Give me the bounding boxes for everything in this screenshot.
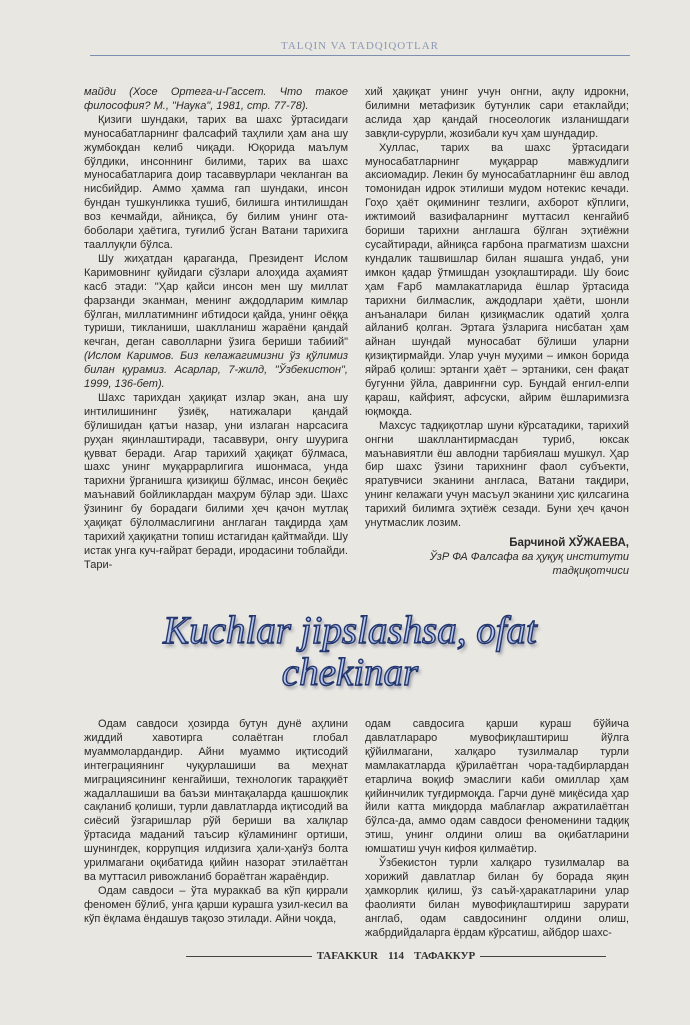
page-footer xyxy=(186,950,606,962)
paragraph xyxy=(365,86,629,142)
running-header xyxy=(90,40,630,56)
article1-column-1 xyxy=(84,86,348,573)
paragraph xyxy=(365,420,629,531)
paragraph xyxy=(84,114,348,253)
article2-headline xyxy=(90,610,610,694)
footer-magazine-latin: TAFAKKUR xyxy=(316,950,379,962)
footer-rule-left xyxy=(186,956,312,957)
paragraph xyxy=(365,142,629,420)
paragraph-text: Одам савдоси ҳозирда бутун дунё аҳлини жиддий хавотирга солаётган глобал муаммолардандир. Айни муаммо иқтисодий интеграциянинг чуқурлашиши ва меҳнат миграциясининг кенгайиши, технологик тараққиёт жадаллашиши ва баъзи минтақаларда қашшоқлик сақланиб қолиши, турли давлатларда иқтисодий ва сиёсий ўзгаришлар рўй бериши ва халқлар ўртасида маданий таъсир кўламининг ортиши, шунингдек, коррупция илдизига ҳали-ҳанўз болта урилмагани оқибатида қийин назорат этилаётган ва муттасил ривожланиб бораётган жараёндир. xyxy=(84,718,348,883)
paragraph xyxy=(365,718,629,857)
paragraph xyxy=(365,857,629,940)
header-rule xyxy=(90,55,630,56)
paragraph-text: одам савдосига қарши кураш бўйича давлатлараро мувофиқлаштириш йўлга қўйилмагани, халқаро тузилмалар турли мамлакатларда қўрилаётган чора-тадбирлардан етарлича воқиф эмаслиги каби омиллар ҳам қийинчилик туғдирмоқда. Гарчи дунё миқёсида ҳар йили катта миқдорда маблағлар ажратилаётган бўлса-да, аммо одам савдоси феноменини тадқиқ этиш, унинг олдини олиш ва оқибатларини юмшатиш учун кифоя қилмаётир. xyxy=(365,718,629,856)
author-affiliation-2: тадқиқотчиси xyxy=(552,564,629,577)
article2-column-1 xyxy=(84,718,348,927)
author-name: Барчиной ХЎЖАЕВА, xyxy=(509,537,629,549)
citation: майди (Хосе Ортега-и-Гассет. Что такое философия? М., "Наука", 1981, стр. 77-78). xyxy=(84,86,348,112)
section-title: TALQIN VA TADQIQOTLAR xyxy=(281,40,439,52)
page-number: 114 xyxy=(388,950,404,962)
citation: (Ислом Каримов. Биз келажагимизни ўз қўлимиз билан қурамиз. Асарлар, 7-жилд, "Ўзбекистон", 1999, 136-бет). xyxy=(84,350,348,391)
article1-column-2 xyxy=(365,86,629,579)
paragraph xyxy=(84,885,348,927)
paragraph-text: Ўзбекистон турли халқаро тузилмалар ва хорижий давлатлар билан бу борада яқин ҳамкорлик қилиш, ўз саъй-ҳаракатларини улар фаолияти билан мувофиқлаштириш зарурати англаб, одам савдосининг олдини олиш, жабрдийдаларга ёрдам кўрсатиш, айбдор шахс- xyxy=(365,857,629,939)
paragraph-text: Одам савдоси – ўта мураккаб ва кўп қиррали феномен бўлиб, унга қарши курашга узил-кесил ва кўп ёқлама ёндашув тақозо этилади. Айни чоқда, xyxy=(84,884,348,925)
paragraph-text: Махсус тадқиқотлар шуни кўрсатадики, тарихий онгни шакллантирмасдан туриб, юксак маънавиятли ёш авлодни тарбиялаш мушкул. Ҳар бир шахс ўзини тарихнинг фаол субъекти, яратувчиси эканини англаса, Ватани тақдири, унинг келажаги учун масъул эканини ҳис қилсагина тарихий билимга эҳтиёж сезади. Буни ҳеч қачон унутмаслик лозим. xyxy=(365,419,629,530)
footer-rule-right xyxy=(480,956,606,957)
paragraph xyxy=(84,253,348,392)
paragraph-text: Қизиги шундаки, тарих ва шахс ўртасидаги муносабатларнинг фалсафий таҳлили ҳам ана шу жумбоқдан келиб чиқади. Юқорида маълум бўлдики, инсоннинг билими, тарих ва шахс муносабатларига доир тасаввурлари чекланган ва нисбийдир. Аммо ҳамма гап шундаки, инсон бундан тушкунликка тушиб, билишга интилишдан воз кечмайди, айниқса, бу билим унинг ота-боболари ҳаётига, туғилиб ўсган Ватани тарихига тааллуқли бўлса. xyxy=(84,113,348,251)
paragraph xyxy=(84,86,348,114)
footer-magazine-cyrillic: ТАФАККУР xyxy=(413,950,476,962)
author-signature xyxy=(365,537,629,579)
paragraph xyxy=(84,392,348,573)
headline-line-2: chekinar xyxy=(281,651,419,694)
headline-line-1: Kuchlar jipslashsa, ofat xyxy=(163,609,537,652)
paragraph-text: Шахс тарихдан ҳақиқат излар экан, ана шу интилишининг ўзиёқ, натижалари қандай бўлишидан қатъи назар, уни излаган нарсасига руҳан яқинлаштиради, тасаввури, онгу шуурига қувват беради. Агар тарихий ҳақиқат бўлмаса, шахс унинг муқаррарлигига ишонмаса, унда тарихни ўрганишга қизиқиш бўлмас, инсон беқиёс маънавий бойликлардан маҳрум бўлар эди. Шахс ўзининг бу борадаги билими ҳеч қачон мутлақ ҳақиқат бўлолмаслигини англаган тақдирда ҳам тарихий ҳақиқатни топиш истагидан қайтмайди. Шу истак унга куч-ғайрат беради, иродасини тоблайди. Тари- xyxy=(84,391,348,571)
paragraph-text: Шу жиҳатдан қараганда, Президент Ислом Каримовнинг қуйидаги сўзлари алоҳида аҳамият касб этади: "Ҳар қайси инсон мен шу миллат фарзанди эканман, менинг аждодларим кимлар бўлган, миллатимнинг ибтидоси қайда, унинг оёққа туриши, тикланиши, шаклланиш жараёни қандай кечган, деган саволларни ўзига бериши табиий" xyxy=(84,252,348,349)
article1-column-2-body xyxy=(365,86,629,531)
article2-column-2 xyxy=(365,718,629,941)
paragraph-text: хий ҳақиқат унинг учун онгни, ақлу идрокни, билимни метафизик бутунлик сари етаклайди; аслида ҳар қандай гносеологик изланишдаги завқли-сурурли, жозибали куч ҳам шундадир. xyxy=(365,86,629,140)
author-affiliation-1: ЎзР ФА Фалсафа ва ҳуқуқ институти xyxy=(429,550,629,563)
paragraph-text: Хуллас, тарих ва шахс ўртасидаги муносабатларнинг муқаррар мавжудлиги аксиомадир. Лекин бу муносабатларнинг ёш авлод томонидан идрок этилиши мудом нотекис кечади. Гоҳо ҳаёт оқимининг тезлиги, ахборот кўплиги, ижтимоий вазифаларнинг муттасил кенгайиб бориши тарихни англашга бўлган эҳтиёжни сусайтиради, айниқса ғарбона прагматизм шахсни кундалик ташвишлар билан яшашга ундаб, уни имкон қадар ўтмишдан узоқлаштиради. Шу боис ҳам Ғарб мамлакатларида ёшлар ўртасида тарихни билмаслик, аждодлари ҳаёти, шонли анъаналари билан қизиқмаслик одатий ҳолга айланиб қолган. Эртага ўзларига нисбатан ҳам айнан шундай муносабат бўлиши уларни қизиқтирмайди. Улар учун муҳими – имкон борида яйраб қолиш: эртанги ҳаёт – эртаники, сен фақат бугунни ўйла, давринғни сур. Бундай енгил-елпи қараш, кайфият, афсуски, айрим ёшларимизга юқмоқда. xyxy=(365,141,629,418)
paragraph xyxy=(84,718,348,885)
